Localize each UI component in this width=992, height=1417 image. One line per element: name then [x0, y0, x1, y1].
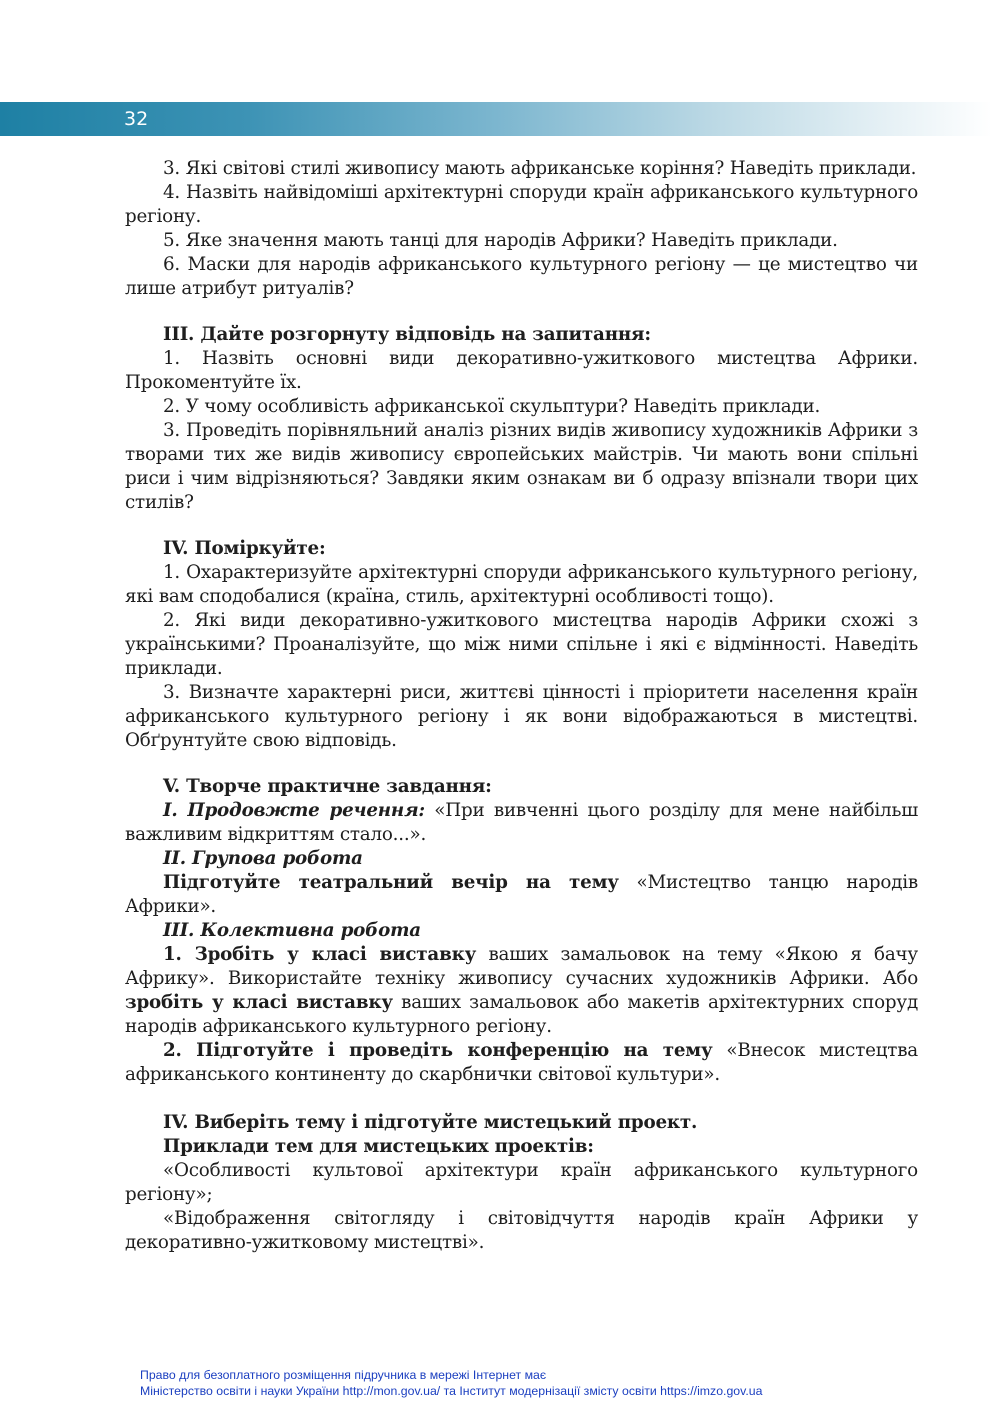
task-group-work: [125, 847, 918, 871]
task-theatre-evening: [125, 871, 918, 919]
task-bold-text: зробіть у класі виставку: [125, 992, 393, 1013]
project-topic: «Відображення світогляду і світовідчуття народів країн Африки у декоративно-ужитковому мистецтві».: [125, 1208, 918, 1253]
task-collective-work: [125, 919, 918, 943]
task-label: ІІІ. Колективна робота: [163, 920, 421, 941]
question-item: 6. Маски для народів африканського культурного регіону — це мистецтво чи лише атрибут ритуалів?: [125, 254, 918, 299]
task-label: І. Продовжте речення:: [163, 800, 425, 821]
question-item: 2. Які види декоративно-ужиткового мистецтва народів Африки схожі з українськими? Проаналізуйте, що між ними спільне і які є відмінності. Наведіть приклади.: [125, 610, 918, 679]
section-heading: IV. Поміркуйте:: [163, 538, 326, 559]
page-header-band: [0, 102, 992, 136]
section-heading: IV. Виберіть тему і підготуйте мистецький проект.: [163, 1112, 698, 1133]
question-item: 1. Назвіть основні види декоративно-ужиткового мистецтва Африки. Прокоментуйте їх.: [125, 348, 918, 393]
task-text: ваших замальовок на тему «Якою я бачу Африку». Використайте техніку живопису сучасних художників Африки. Або: [125, 944, 918, 989]
page-content: [125, 157, 918, 1255]
task-continue-sentence: [125, 799, 918, 847]
question-item: 4. Назвіть найвідоміші архітектурні споруди країн африканського культурного регіону.: [125, 182, 918, 227]
question-item: 3. Визначте характерні риси, життєві цінності і пріоритети населення країн африканського культурного регіону і як вони відображаються в мистецтві. Обґрунтуйте свою відповідь.: [125, 682, 918, 751]
task-text: «Мистецтво танцю народів Африки».: [125, 872, 918, 917]
footer-notice: [140, 1367, 940, 1399]
footer-line: Міністерство освіти і науки України http://mon.gov.ua/ та Інститут модернізації змісту освіти https://imzo.gov.ua: [140, 1384, 763, 1398]
footer-line: Право для безоплатного розміщення підручника в мережі Інтернет має: [140, 1368, 547, 1382]
question-item: 3. Проведіть порівняльний аналіз різних видів живопису художників Африки з творами тих же видів живопису європейських майстрів. Чи мають вони спільні риси і чим відрізняються? Завдяки яким ознакам ви б одразу впізнали твори цих стилів?: [125, 420, 918, 513]
question-item: 2. У чому особливість африканської скульптури? Наведіть приклади.: [163, 396, 821, 417]
task-text: ваших замальовок або макетів архітектурних споруд народів африканського культурного регіону.: [125, 992, 918, 1037]
task-exhibition: [125, 943, 918, 1039]
section-heading: ІІІ. Дайте розгорнуту відповідь на запитання:: [163, 324, 651, 345]
question-item: 1. Охарактеризуйте архітектурні споруди африканського культурного регіону, які вам сподобалися (країна, стиль, архітектурні особливості тощо).: [125, 562, 918, 607]
question-item: 5. Яке значення мають танці для народів Африки? Наведіть приклади.: [163, 230, 838, 251]
task-bold-text: Підготуйте театральний вечір на тему: [163, 872, 619, 893]
section-subheading: Приклади тем для мистецьких проектів:: [163, 1136, 594, 1157]
section-heading: V. Творче практичне завдання:: [163, 776, 492, 797]
task-bold-text: 2. Підготуйте і проведіть конференцію на тему: [163, 1040, 713, 1061]
task-text: «При вивченні цього розділу для мене найбільш важливим відкриттям стало...».: [125, 800, 918, 845]
project-topic: «Особливості культової архітектури країн африканського культурного регіону»;: [125, 1160, 918, 1205]
task-text: «Внесок мистецтва африканського континенту до скарбнички світової культури».: [125, 1040, 919, 1085]
task-label: ІІ. Групова робота: [163, 848, 363, 869]
question-item: 3. Які світові стилі живопису мають африканське коріння? Наведіть приклади.: [163, 158, 917, 179]
task-bold-text: 1. Зробіть у класі виставку: [163, 944, 477, 965]
page-number: 32: [124, 108, 149, 130]
task-conference: [125, 1039, 918, 1087]
